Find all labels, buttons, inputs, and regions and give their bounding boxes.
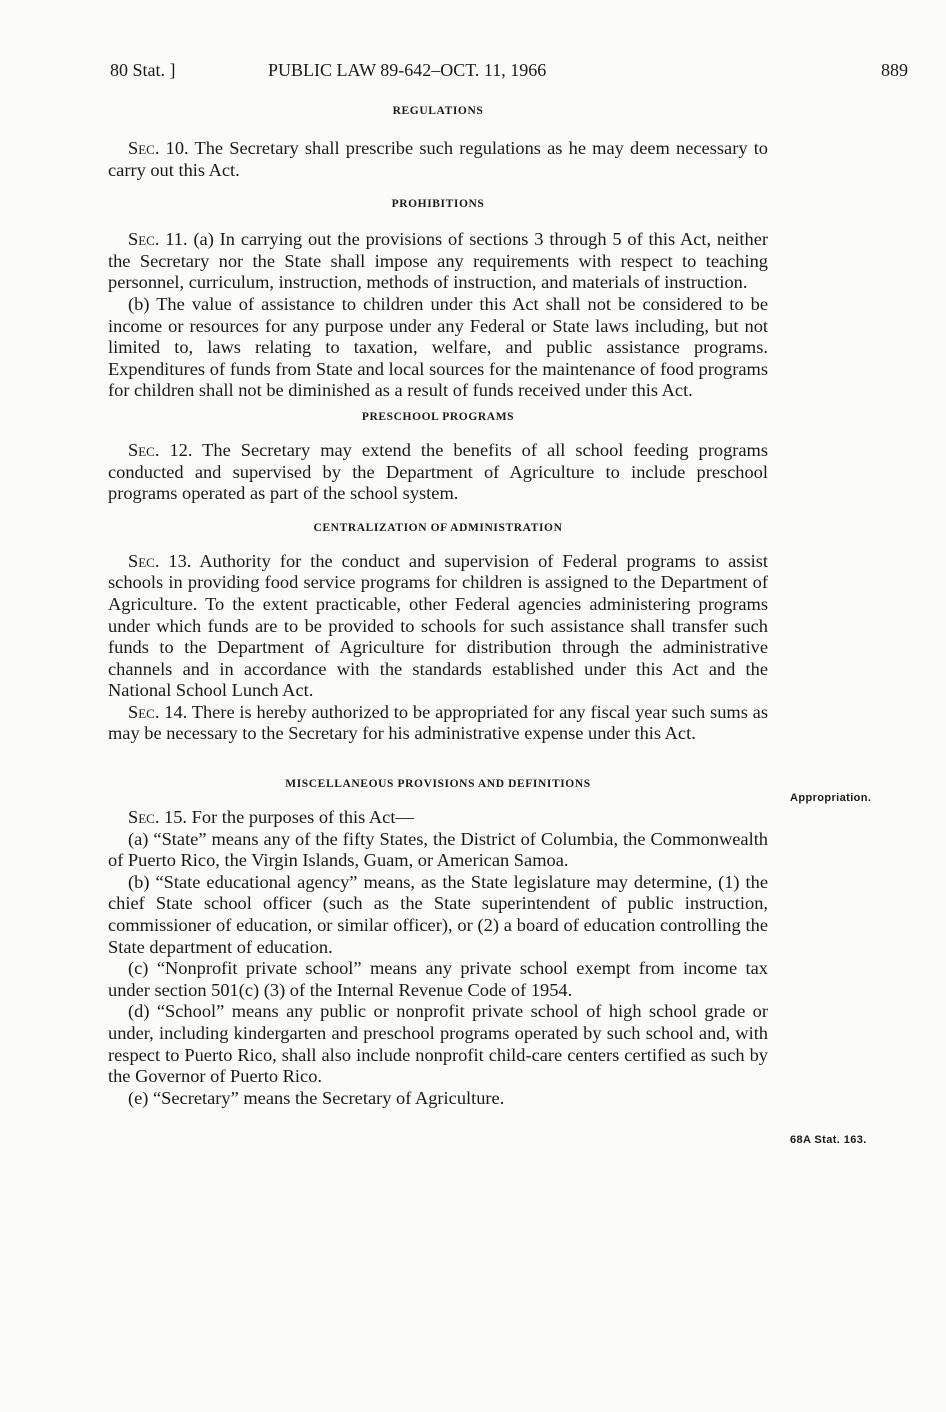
section-11-b: (b) The value of assistance to children under this Act shall not be considered to be income or resources for any purpose under any Federal or State laws including, but not limited to, laws relating to taxation, welfare, and public assistance programs. Expenditures of funds from State and local sources for the maintenance of food programs for children shall not be diminished as a result of funds received under this Act. — [108, 293, 768, 401]
document-body — [108, 102, 768, 1109]
definition-a: (a) “State” means any of the fifty States, the District of Columbia, the Commonwealth of Puerto Rico, the Virgin Islands, Guam, or American Samoa. — [108, 828, 768, 871]
section-10 — [108, 138, 768, 181]
section-heading-preschool: PRESCHOOL PROGRAMS — [361, 410, 515, 423]
section-text: There is hereby authorized to be appropriated for any fiscal year such sums as may be necessary to the Secretary for his administrative expense under this Act. — [108, 701, 769, 744]
margin-note-appropriation: Appropriation. — [790, 792, 872, 804]
page-number: 889 — [881, 60, 908, 80]
section-11-a — [108, 229, 768, 294]
definition-c: (c) “Nonprofit private school” means any private school exempt from income tax under section 501(c) (3) of the Internal Revenue Code of 1954. — [108, 958, 768, 1000]
definition-e: (e) “Secretary” means the Secretary of Agriculture. — [128, 1087, 505, 1108]
statute-reference: 80 Stat. ] — [110, 60, 176, 80]
page-title: PUBLIC LAW 89-642–OCT. 11, 1966 — [268, 60, 547, 80]
definition-d: (d) “School” means any public or nonprofit private school of high school grade or under, including kindergarten and preschool programs operated by such school and, with respect to Puerto Rico, shall also include nonprofit child-care centers certified as such by the Governor of Puerto Rico. — [108, 1001, 768, 1087]
section-heading-definitions: MISCELLANEOUS PROVISIONS AND DEFINITIONS — [285, 778, 591, 791]
section-label: Sec. 13. — [128, 550, 192, 571]
section-label: Sec. 14. — [128, 701, 188, 722]
section-heading-regulations: REGULATIONS — [392, 105, 484, 117]
section-14 — [108, 702, 768, 745]
running-header — [110, 60, 908, 90]
section-text: The Secretary shall prescribe such regulations as he may deem necessary to carry out this Act. — [108, 138, 768, 180]
section-text: Authority for the conduct and supervision of Federal programs to assist schools in providing food service programs for children is assigned to the Department of Agriculture. To the extent practicable, other Federal agencies administering programs under which funds are to be provided to schools for such assistance shall transfer such funds to the Department of Agriculture for distribution through the administrative channels and in accordance with the standards established under this Act and the National School Lunch Act. — [108, 550, 768, 701]
section-text: The Secretary may extend the benefits of all school feeding programs conducted and supervised by the Department of Agriculture to include preschool programs operated as part of the school system. — [108, 439, 769, 504]
margin-note-statute: 68A Stat. 163. — [790, 1134, 867, 1146]
section-text: For the purposes of this Act— — [191, 807, 414, 828]
section-heading-prohibitions: PROHIBITIONS — [391, 198, 485, 211]
definition-b: (b) “State educational agency” means, as the State legislature may determine, (1) the chief State school officer (such as the State superintendent of public instruction, commissioner of education, or similar officer), or (2) a board of education controlling the State department of education. — [108, 871, 768, 957]
section-15-intro — [108, 807, 768, 829]
section-label: Sec. 10. — [128, 138, 189, 158]
section-text: (a) In carrying out the provisions of sections 3 through 5 of this Act, neither the Secretary nor the State shall impose any requirements with respect to teaching personnel, curriculum, instruction, methods of instruction, and materials of instruction. — [108, 229, 768, 293]
section-label: Sec. 15. — [128, 807, 188, 828]
section-13 — [108, 551, 768, 702]
section-12 — [108, 440, 768, 505]
section-label: Sec. 12. — [128, 439, 193, 460]
section-label: Sec. 11. — [128, 229, 188, 250]
section-heading-centralization: CENTRALIZATION OF ADMINISTRATION — [313, 521, 563, 534]
